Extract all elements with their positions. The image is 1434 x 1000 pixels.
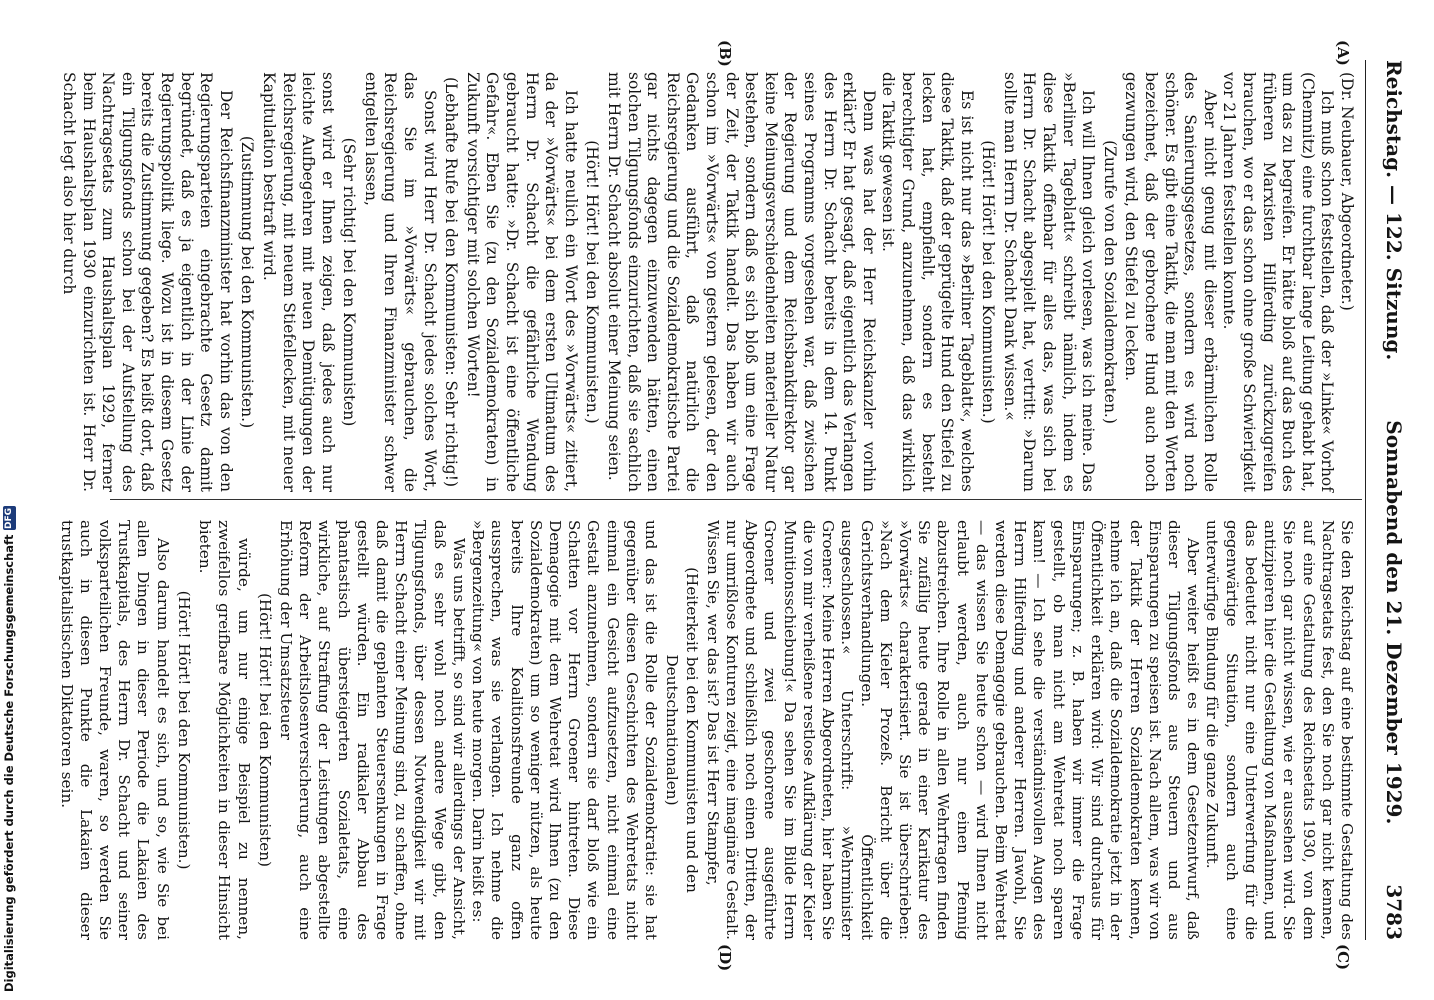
margin-mark-a: (A) [1334,40,1352,66]
paragraph: Denn was hat der Herr Reichskanzler vorhin erklärt? Er hat gesagt, daß eigentlich das Verlangen des Herrn Dr. Schacht bereits in dem 14. Punkt seines Programms vorgesehen war, daß zwischen der Regierung und dem Reichsbankdirektor gar keine Meinungsverschiedenheiten materieller Natur bestehen, sondern daß es sich bloß um eine Frage der Zeit, der Taktik handelt. Das haben wir auch schon im »Vorwärts« von gestern gelesen, der den Gedanken ausführt, daß natürlich die Reichsregierung und die Sozialdemokratische Partei gar nichts dagegen einzuwenden hätten, einen solchen Tilgungsfonds einzurichten, daß sie sachlich mit Herrn Dr. Schacht absolut einer Meinung seien. [605,72,878,492]
page-header [1374,60,1414,940]
paragraph: Der Reichsfinanzminister hat vorhin das von den Regierungsparteien eingebrachte Gesetz damit begründet, daß es ja eigentlich in der Linie der Regierungspolitik liege. Wozu ist in diesem Gesetz bereits die Zustimmung gegeben? Es heißt dort, daß ein Tilgungsfonds schon bei der Aufstellung des Nachtragsetats zum Haushaltsplan 1929, ferner beim Haushaltsplan 1930 einzurichten ist. Herr Dr. Schacht legt also hier durch [60,72,235,492]
speaker-line: (Dr. Neubauer, Abgeordneter.) [1338,72,1356,311]
footer-text: Digitalisierung gefördert durch die Deutsche Forschungsgemeinschaft [2,534,16,992]
paragraph: Also darum handelt es sich, und so, wie Sie bei allen Dingen in dieser Periode die Lakaien des Trustkapitals, des Herrn Dr. Schacht und seiner volksparteilichen Freunde, waren, so werden Sie auch in diesen Punkte die Lakaien dieser trustkapitalistischen Diktatoren sein. [57,520,172,940]
paragraph: und das ist die Rolle der Sozialdemokratie: sie hat gegenüber diesen Geschichten des Wehretats nicht einmal ein Gesicht aufzusetzen, nicht einmal eine Gestalt anzunehmen, sondern sie darf bloß wie ein Schatten vor Herrn Groener hintreten. Diese Demagogie mit dem Wehretat wird Ihnen (zu den Sozialdemokraten) um so weniger nützen, als heute bereits Ihre Koalitionsfreunde ganz offen aussprechen, was sie verlangen. Ich nehme die »Bergenzeitung« von heute morgen. Darin heißt es: [469,520,661,940]
page-number: 3783 [1382,884,1406,940]
paragraph: Sie den Reichstag auf eine bestimmte Gestaltung des Nachtragsetats fest, den Sie noch gar nicht kennen, auf eine Gestaltung des Reichsetats 1930, von dem Sie noch gar nicht wissen, wie er aussehen wird. Sie antizipieren hier die Gestaltung von Maßnahmen, und das bedeutet nicht nur eine Unterwerfung für die gegenwärtige Situation, sondern auch eine unterwürfige Bindung für die ganze Zukunft. [1203,520,1356,940]
interjection: (Hört! Hört! bei den Kommunisten.) [174,590,193,870]
right-column [56,520,1356,940]
interjection: (Hört! Hört! bei den Kommunisten.) [583,140,602,424]
header-center: Sonnabend den 21. Dezember 1929. [1382,420,1406,825]
paragraph: Aber nicht genug mit dieser erbärmlichen Rolle des Sanierungsgesetzes, sondern es wird noch schöner. Es gibt eine Taktik, die man mit den Worten bezeichnet, daß der gebrochene Hund auch noch gezwungen wird, den Stiefel zu lecken. [1122,72,1219,492]
interjection: (Hört! Hört! bei den Kommunisten.) [979,140,998,424]
interjection: (Zurufe von den Sozialdemokraten.) [1100,140,1119,424]
left-column [58,72,1356,492]
paragraph: Es ist nicht nur das »Berliner Tageblatt«, welches diese Taktik, daß der geprügelte Hund den Stiefel zu lecken hat, empfiehlt, sondern es besteht berechtigter Grund, anzunehmen, daß das wirklich die Taktik gewesen ist. [879,72,976,492]
margin-mark-b: (B) [716,40,734,67]
paragraph: sonst wird er Ihnen zeigen, daß jedes auch nur leichte Aufbegehren mit neuen Demütigungen der Reichsregierung, mit neuem Stiefellecken, mit neuer Kapitulation bestraft wird. [259,72,337,492]
header-left: Reichstag. — 122. Sitzung. [1382,60,1406,361]
margin-mark-d: (D) [716,944,734,972]
paragraph: Aber weiter heißt es in dem Gesetzentwurf, daß dieser Tilgungsfonds aus Steuern und aus Einsparungen zu speisen ist. Nach allem, was wir von der Taktik der Herren Sozialdemokraten kennen, nehme ich an, daß die Sozialdemokratie jetzt in der Öffentlichkeit erklären wird: Wir sind durchaus für Einsparungen; z. B. haben wir immer die Frage gestellt, ob man nicht am Wehretat noch sparen kann! — Ich sehe die verständnisvollen Augen des Herrn Hilferding und anderer Herren. Jawohl, Sie werden diese Demagogie gebrauchen. Beim Wehretat — das wissen Sie heute schon — wird Ihnen nicht erlaubt werden, auch nur einen Pfennig abzustreichen. Ihre Rolle in allen Wehrfragen finden Sie zufällig heute gerade in einer Karikatur des »Vorwärts« charakterisiert. Sie ist überschrieben: »Nach dem Kieler Prozeß. Bericht über die Gerichtsverhandlungen. Öffentlichkeit ausgeschlossen.« Unterschrift: »Wehrminister Groener: Meine Herren Abgeordneten, hier haben Sie die von mir verheißene restlose Aufklärung der Kieler Munitionsschiebung!« Da sehen Sie im Bilde Herrn Groener und zwei geschorene ausgeführte Abgeordnete und schließlich noch einen Dritten, der nur umrißlose Konturen zeigt, eine imaginäre Gestalt. Wissen Sie, wer das ist? Das ist Herr Stampfer, [703,520,1203,940]
column-divider [110,499,1362,500]
page-footer [2,506,16,992]
paragraph: Ich will Ihnen gleich vorlesen, was ich meine. Das »Berliner Tageblatt« schreibt nämlich, indem es diese Taktik offenbar für alles das, was sich bei Herrn Dr. Schacht abgespielt hat, vertritt: »Darum sollte man Herrn Dr. Schacht Dank wissen.« [1000,72,1098,492]
interjection: (Lebhafte Rufe bei den Kommunisten: Sehr richtig!) [442,76,461,488]
paragraph: Sonst wird Herr Dr. Schacht jedes solches Wort, das Sie im »Vorwärts« gebrauchen, die Reichsregierung und Ihren Finanzminister schwer entgelten lassen, [361,72,439,492]
interjection: (Zustimmung bei den Kommunisten.) [238,135,257,429]
paragraph: würde, um nur einige Beispiel zu nennen, zweifellos greifbare Möglichkeiten in dieser Hinsicht bieten. [196,520,253,940]
header-rule [1365,60,1366,940]
dfg-logo-icon: DFG [4,507,14,529]
interjection: (Heiterkeit bei den Kommunisten und den Deutschnationalen) [663,567,701,893]
interjection: (Hört! Hört! bei den Kommunisten) [255,592,274,868]
margin-mark-c: (C) [1334,944,1352,971]
interjection: (Sehr richtig! bei den Kommunisten) [340,137,359,427]
paragraph: Was uns betrifft, so sind wir allerdings der Ansicht, daß es sehr wohl noch andere Wege gibt, den Tilgungsfonds, über dessen Notwendigkeit wir mit Herrn Schacht einer Meinung sind, zu schaffen, ohne daß damit die geplanten Steuersenkungen in Frage gestellt würden. Ein radikaler Abbau des phantastisch übersteigerten Sozialetats, eine wirkliche, auf Straffung der Leistungen abgestellte Reform der Arbeitslosenversicherung, auch eine Erhöhung der Umsatzsteuer [276,520,468,940]
paragraph: Ich muß schon feststellen, daß der »Linke« Vorhof (Chemnitz) eine furchtbar lange Leitung gehabt hat, um das zu begreifen. Er hätte bloß auf das Buch des früheren Marxisten Hilferding zurückzugreifen brauchen, wo er das schon ohne große Schwierigkeit vor 21 Jahren feststellen konnte. [1220,72,1337,492]
paragraph: Ich hatte neulich ein Wort des »Vorwärts« zitiert, da der »Vorwärts« bei dem ersten Ultimatum des Herrn Dr. Schacht die gefährliche Wendung gebraucht hatte: »Dr. Schacht ist eine öffentliche Gefahr«. Eben Sie (zu den Sozialdemokraten) in Zukunft vorsichtiger mit solchen Worten! [463,72,580,492]
